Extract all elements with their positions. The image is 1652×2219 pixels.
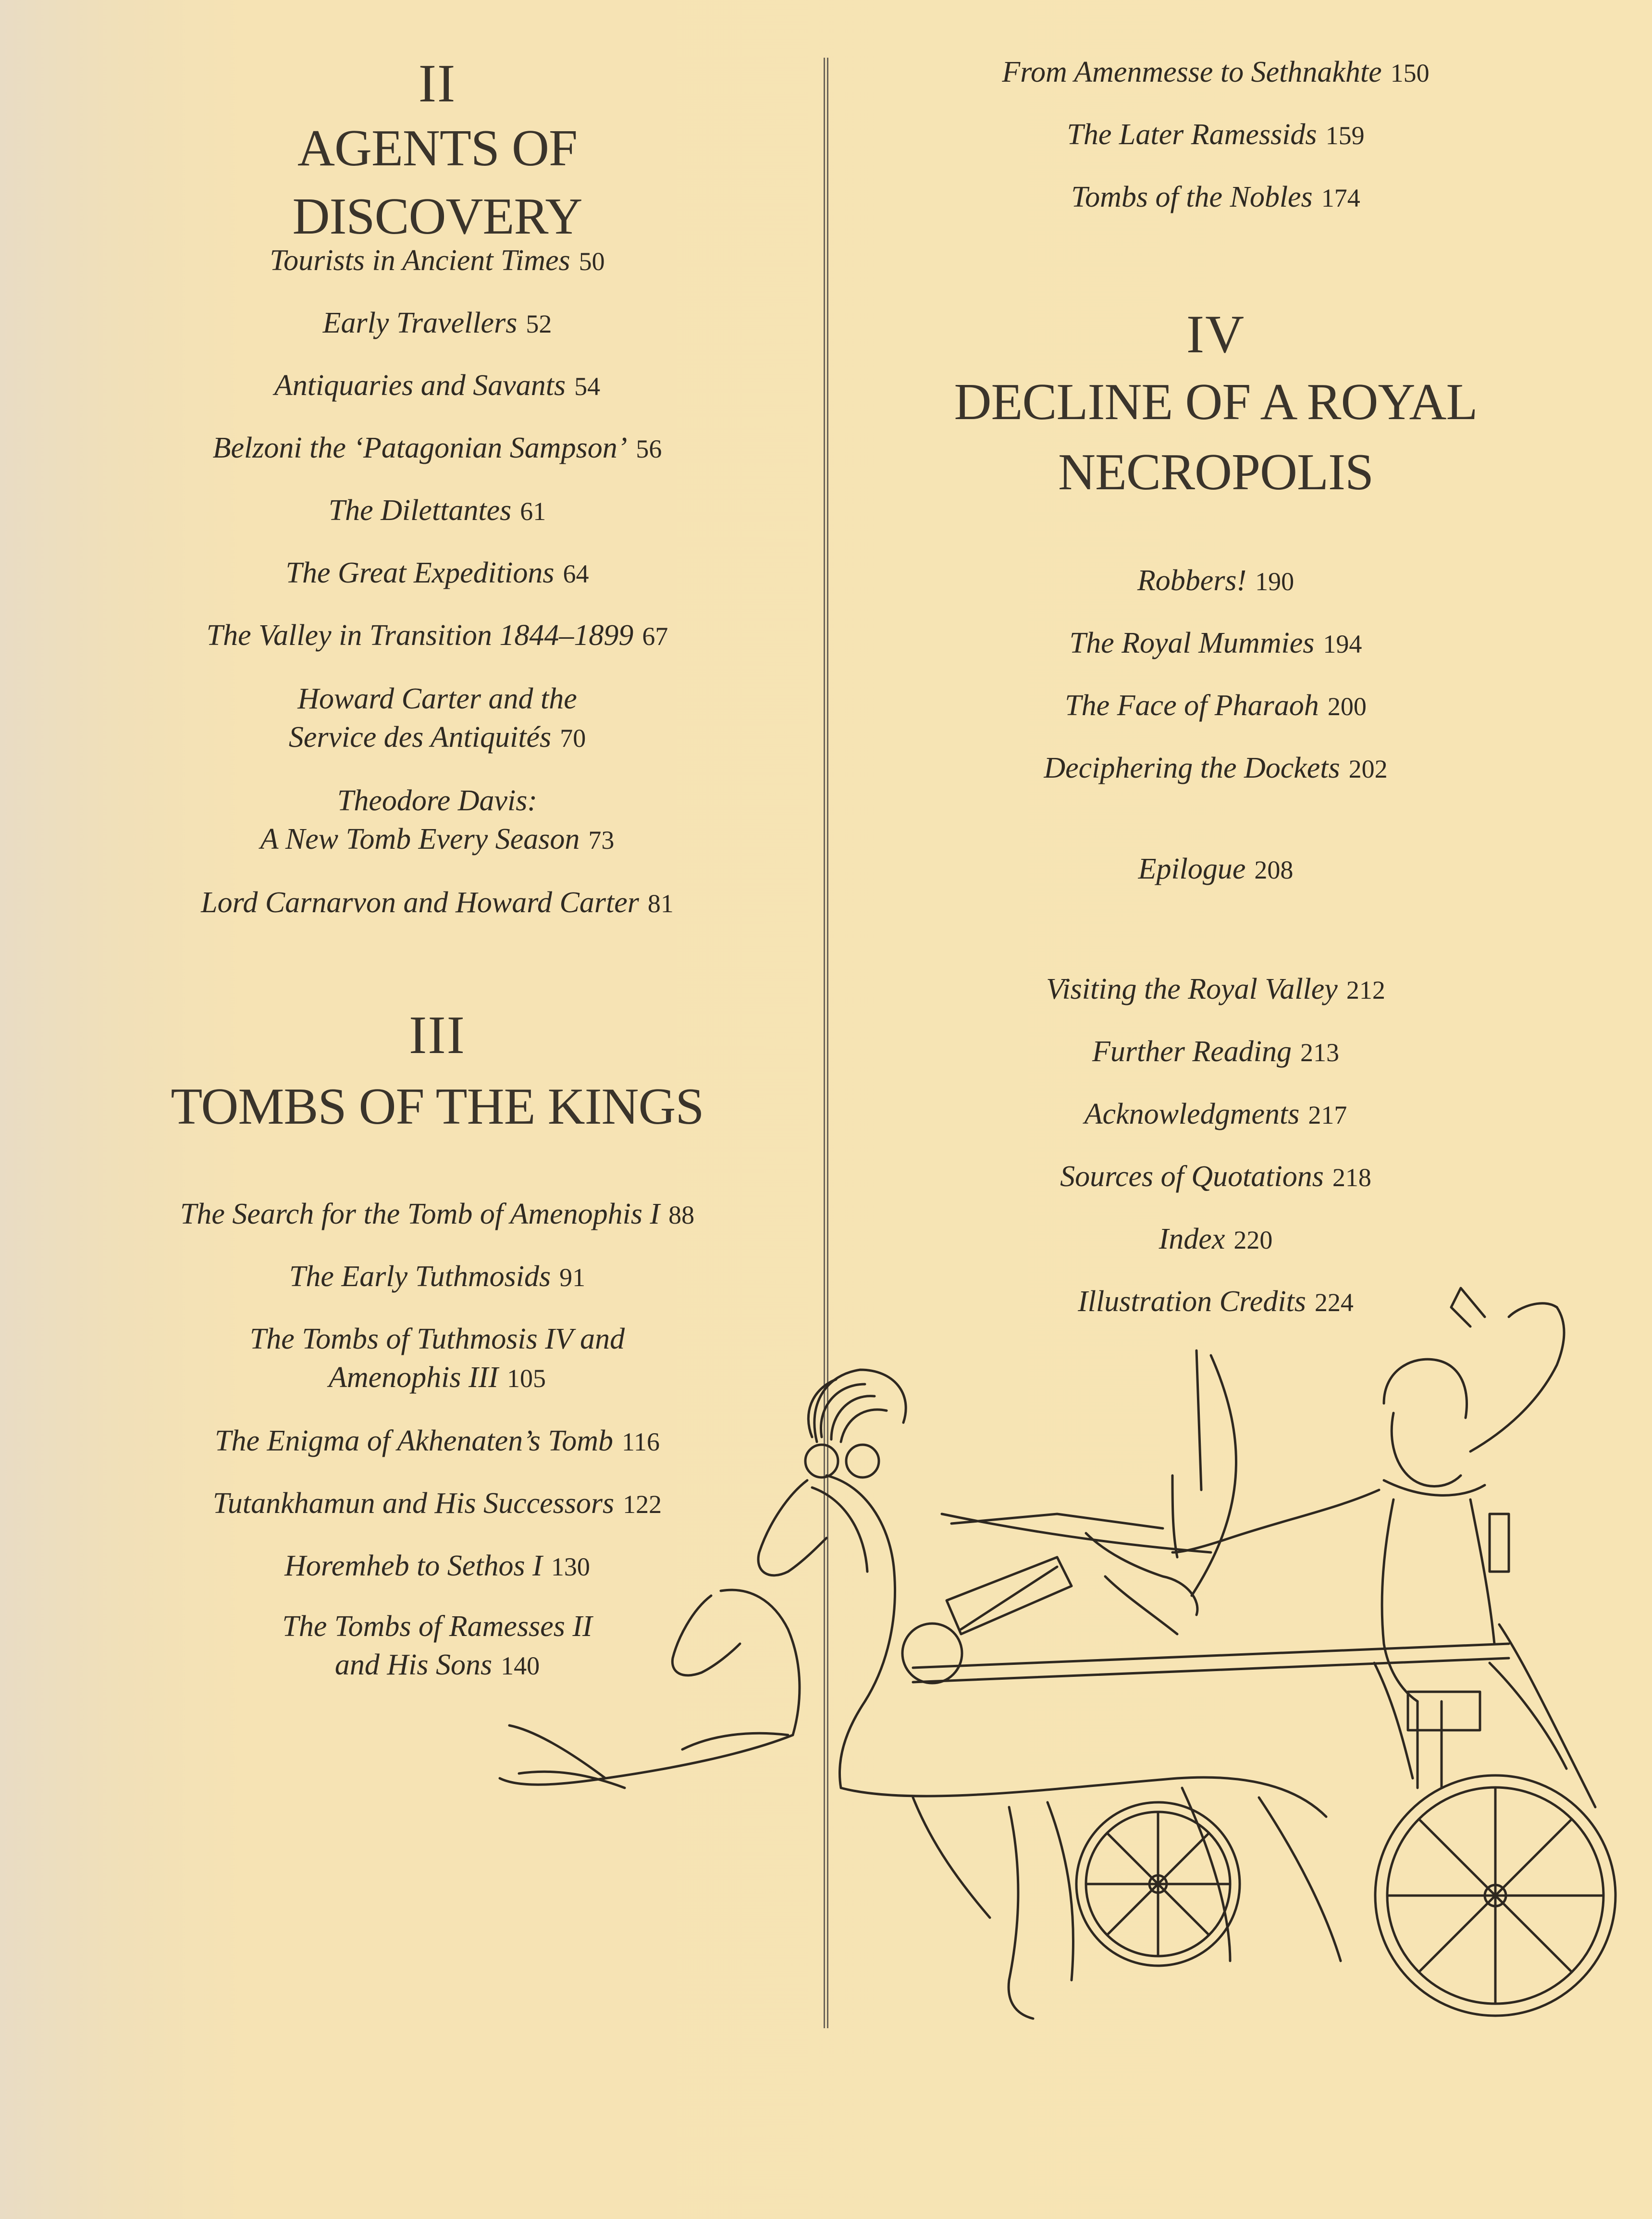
section-iii-title: TOMBS OF THE KINGS	[171, 1078, 704, 1135]
entry-title: The Search for the Tomb of Amenophis I	[180, 1198, 660, 1230]
toc-entry[interactable]	[154, 781, 721, 859]
entry-title: Belzoni the ‘Patagonian Sampson’	[212, 432, 628, 464]
entry-title: The Early Tuthmosids	[289, 1260, 551, 1293]
entry-page: 217	[1308, 1101, 1347, 1129]
toc-entry[interactable]	[154, 429, 721, 468]
entry-title: Tourists in Ancient Times	[270, 244, 570, 277]
toc-entry[interactable]	[154, 1257, 721, 1297]
right-column	[942, 0, 1490, 2219]
toc-entry[interactable]	[942, 1157, 1490, 1197]
entry-page: 105	[506, 1364, 546, 1393]
entry-page: 130	[551, 1552, 590, 1581]
toc-entry[interactable]	[942, 1220, 1490, 1259]
entry-title: Tombs of the Nobles	[1071, 181, 1313, 213]
entry-page: 140	[501, 1651, 540, 1680]
entry-page: 52	[526, 310, 552, 338]
entry-page: 67	[642, 622, 668, 651]
entry-title: Early Travellers	[322, 307, 518, 339]
entry-page: 50	[579, 247, 605, 276]
entry-page: 200	[1327, 692, 1367, 721]
entry-title-line1: Theodore Davis:	[337, 784, 538, 817]
toc-entry[interactable]	[154, 304, 721, 343]
entry-title: Horemheb to Sethos I	[284, 1550, 542, 1582]
toc-entry[interactable]	[942, 178, 1490, 217]
entry-page: 202	[1348, 755, 1388, 783]
entry-title: Antiquaries and Savants	[274, 369, 566, 402]
entry-page: 61	[520, 497, 546, 526]
entry-title: The Great Expeditions	[285, 557, 555, 589]
entry-page: 213	[1300, 1038, 1339, 1067]
entry-title: The Valley in Transition 1844–1899	[206, 619, 634, 652]
entry-title-line2: Amenophis III	[329, 1361, 498, 1394]
toc-entry[interactable]	[942, 561, 1490, 601]
entry-page: 70	[560, 724, 586, 753]
entry-title: Further Reading	[1092, 1035, 1292, 1068]
section-ii-title: AGENTS OF DISCOVERY	[292, 120, 582, 245]
toc-entry[interactable]	[942, 686, 1490, 726]
toc-entry[interactable]	[942, 970, 1490, 1009]
toc-entry[interactable]	[154, 1547, 721, 1586]
entry-page: 212	[1346, 976, 1385, 1004]
toc-entry[interactable]	[942, 53, 1490, 92]
entry-title: Tutankhamun and His Successors	[212, 1487, 615, 1520]
toc-entry[interactable]	[942, 1095, 1490, 1134]
entry-page: 150	[1390, 59, 1430, 87]
toc-entry[interactable]	[942, 749, 1490, 788]
entry-title-line2: A New Tomb Every Season	[260, 823, 580, 855]
section-iv-title-line2: NECROPOLIS	[1058, 444, 1374, 501]
entry-title: The Enigma of Akhenaten’s Tomb	[215, 1425, 613, 1457]
entry-title: Sources of Quotations	[1060, 1160, 1324, 1193]
toc-entry[interactable]	[154, 1607, 721, 1685]
toc-entry[interactable]	[942, 624, 1490, 663]
toc-entry[interactable]	[154, 366, 721, 406]
entry-page: 159	[1325, 121, 1365, 150]
entry-page: 88	[668, 1201, 695, 1229]
toc-entry[interactable]	[154, 554, 721, 593]
entry-title: Visiting the Royal Valley	[1046, 973, 1338, 1005]
entry-title: Acknowledgments	[1084, 1098, 1300, 1130]
entry-page: 220	[1233, 1226, 1273, 1254]
section-iv-numeral: IV	[1186, 305, 1245, 364]
section-ii-numeral: II	[418, 54, 456, 113]
toc-entry[interactable]	[154, 1320, 721, 1398]
toc-entry[interactable]	[154, 241, 721, 281]
section-iv-title-line1: DECLINE OF A ROYAL	[954, 373, 1478, 431]
entry-title: The Royal Mummies	[1069, 627, 1315, 659]
entry-title: Epilogue	[1138, 853, 1246, 885]
column-divider	[824, 58, 828, 2028]
entry-title: Index	[1159, 1223, 1225, 1255]
entry-title: The Dilettantes	[328, 494, 512, 527]
toc-entry[interactable]	[154, 1195, 721, 1234]
entry-page: 56	[636, 434, 662, 463]
toc-entry[interactable]	[154, 1484, 721, 1524]
toc-entry[interactable]	[942, 115, 1490, 155]
entry-page: 218	[1332, 1163, 1371, 1192]
entry-title: Lord Carnarvon and Howard Carter	[201, 886, 639, 919]
toc-entry[interactable]	[942, 1282, 1490, 1322]
entry-page: 81	[647, 889, 674, 918]
entry-page: 64	[563, 559, 589, 588]
entry-page: 54	[574, 372, 601, 401]
toc-entry[interactable]	[154, 616, 721, 656]
toc-entry[interactable]	[154, 883, 721, 923]
entry-title: From Amenmesse to Sethnakhte	[1002, 56, 1382, 88]
entry-page: 116	[621, 1427, 660, 1456]
entry-page: 190	[1255, 567, 1294, 596]
entry-page: 208	[1254, 855, 1294, 884]
left-column	[154, 0, 721, 2219]
entry-page: 174	[1321, 184, 1360, 212]
toc-entry-epilogue[interactable]	[942, 850, 1490, 889]
toc-entry[interactable]	[942, 1032, 1490, 1072]
entry-title-line2: Service des Antiquités	[288, 721, 552, 754]
toc-entry[interactable]	[154, 491, 721, 531]
entry-page: 194	[1323, 630, 1362, 658]
toc-entry[interactable]	[154, 1422, 721, 1461]
entry-title-line1: The Tombs of Tuthmosis IV and	[249, 1323, 625, 1355]
section-iii-numeral: III	[409, 1005, 466, 1065]
entry-page: 122	[623, 1490, 662, 1519]
entry-title: The Face of Pharaoh	[1065, 689, 1319, 722]
entry-title-line1: The Tombs of Ramesses II	[282, 1610, 592, 1643]
entry-title: Deciphering the Dockets	[1044, 752, 1340, 784]
entry-title-line2: and His Sons	[334, 1649, 493, 1681]
entry-page: 91	[559, 1263, 586, 1292]
toc-entry[interactable]	[154, 680, 721, 757]
entry-title-line1: Howard Carter and the	[297, 682, 577, 715]
entry-page: 224	[1314, 1288, 1354, 1317]
entry-page: 73	[588, 826, 615, 855]
entry-title: The Later Ramessids	[1067, 118, 1317, 151]
entry-title: Illustration Credits	[1078, 1285, 1306, 1318]
entry-title: Robbers!	[1137, 564, 1247, 597]
